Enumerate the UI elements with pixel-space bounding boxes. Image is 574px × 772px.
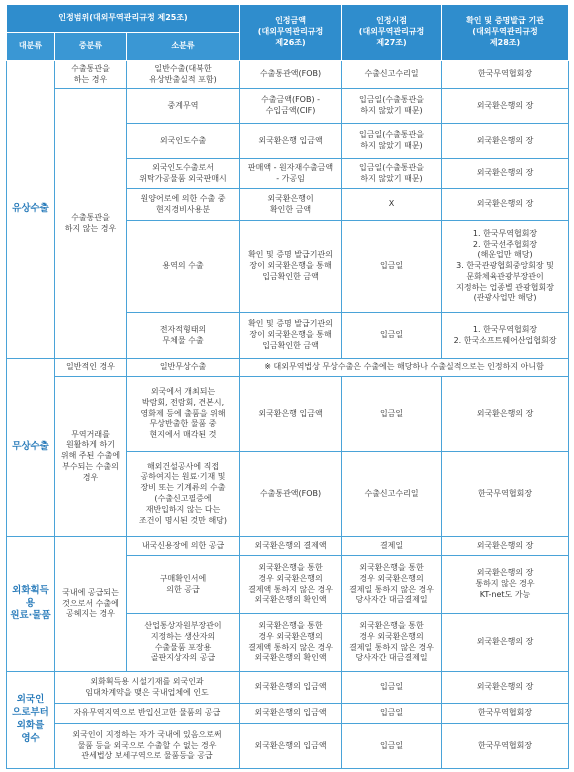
amount-cell: 외국환은행의 입금액	[240, 724, 342, 769]
table-row	[7, 672, 569, 704]
header-amount: 인정금액 (대외무역관리규정 제26조)	[240, 5, 342, 61]
mid-domestic: 국내에 공급되는 것으로서 수출에 공헤지는 경우	[55, 537, 127, 672]
header-scope: 인정범위(대외무역관리규정 제25조)	[7, 5, 240, 33]
minor-cell: 용역의 수출	[127, 221, 240, 313]
issuer-cell: 외국환은행의 장	[442, 159, 569, 189]
table-row	[7, 537, 569, 556]
free-export-note: ※ 대외무역법상 무상수출은 수출에는 해당하나 수출실적으로는 인정하지 아니함	[240, 359, 569, 377]
minor-cell: 일반무상수출	[127, 359, 240, 377]
timing-cell: 입금일	[342, 377, 442, 452]
issuer-cell: 한국무역협회장	[442, 704, 569, 724]
issuer-cell: 외국환은행의 장	[442, 537, 569, 556]
amount-cell: 확인 및 증명 발급기관의 장이 외국환은행을 통해 입금확인한 금액	[240, 313, 342, 359]
issuer-cell: 외국환은행의 장	[442, 672, 569, 704]
amount-cell: 판매액 - 원자재수출금액 - 가공임	[240, 159, 342, 189]
timing-cell: 수출신고수리일	[342, 452, 442, 537]
minor-cell: 외국인도수출	[127, 124, 240, 159]
table-row	[7, 359, 569, 377]
amount-cell: 외국환은행을 통한 경우 외국환은행의 결제액 통하지 않은 경우 외국환은행의 확인액	[240, 614, 342, 672]
header-minor: 소분류	[127, 33, 240, 61]
amount-cell: 외국환은행 입금액	[240, 124, 342, 159]
header-major: 대분류	[7, 33, 55, 61]
export-recognition-table	[6, 4, 569, 769]
amount-cell: 수출금액(FOB) - 수입금액(CIF)	[240, 89, 342, 124]
amount-cell: 외국환은행의 입금액	[240, 672, 342, 704]
mid-customs: 수출통관을 하는 경우	[55, 61, 127, 89]
timing-cell: 입금일	[342, 724, 442, 769]
issuer-cell: 외국환은행의 장	[442, 614, 569, 672]
table-row	[7, 61, 569, 89]
timing-cell: 입금일(수출통관을 하지 않았기 때문)	[342, 159, 442, 189]
timing-cell: X	[342, 189, 442, 221]
group-foreign: 외국인 으로부터 외화를 영수	[7, 672, 55, 769]
mid-no-customs: 수출통관을 하지 않는 경우	[55, 89, 127, 359]
table-row	[7, 724, 569, 769]
minor-cell: 중계무역	[127, 89, 240, 124]
mid-trade-related: 무역거래를 원활하게 하기 위해 주된 수출에 부수되는 수출의 경우	[55, 377, 127, 537]
minor-cell: 외국인도수출로서 위탁가공물품 외국판매시	[127, 159, 240, 189]
group-fx: 외화획득용 원료·물품	[7, 537, 55, 672]
issuer-cell: 외국환은행의 장	[442, 124, 569, 159]
amount-cell: 수출통관액(FOB)	[240, 452, 342, 537]
timing-cell: 수출신고수리일	[342, 61, 442, 89]
issuer-cell: 한국무역협회장	[442, 61, 569, 89]
amount-cell: 확인 및 증명 발급기관의 장이 외국환은행을 통해 입금확인한 금액	[240, 221, 342, 313]
issuer-cell: 외국환은행의 장	[442, 89, 569, 124]
amount-cell: 수출통관액(FOB)	[240, 61, 342, 89]
table-row	[7, 704, 569, 724]
header-timing: 인정시점 (대외무역관리규정 제27조)	[342, 5, 442, 61]
amount-cell: 외국환은행의 입금액	[240, 704, 342, 724]
amount-cell: 외국환은행 입금액	[240, 377, 342, 452]
header-middle: 중분류	[55, 33, 127, 61]
group-free: 무상수출	[7, 359, 55, 537]
minor-cell: 외화획득용 시설기재를 외국인과 임대차계약을 맺은 국내업체에 인도	[55, 672, 240, 704]
amount-cell: 외국환은행의 결제액	[240, 537, 342, 556]
mid-general: 일반적인 경우	[55, 359, 127, 377]
amount-cell: 외국환은행을 통한 경우 외국환은행의 결제액 통하지 않은 경우 외국환은행의 확인액	[240, 556, 342, 614]
timing-cell: 입금일	[342, 221, 442, 313]
amount-cell: 외국환은행이 확인한 금액	[240, 189, 342, 221]
minor-cell: 해외건설공사에 직접 공하여지는 원료·기재 및 장비 또는 기계류의 수출 (수출신고필증에 재반입하지 않는 다는 조건이 명시된 것만 해당)	[127, 452, 240, 537]
table-row	[7, 377, 569, 452]
minor-cell: 외국에서 개최되는 박람회, 전람회, 견본시, 영화제 등에 출품을 위해 무상반출한 물품 중 현지에서 매각된 것	[127, 377, 240, 452]
table-row	[7, 89, 569, 124]
issuer-cell: 외국환은행의 장	[442, 377, 569, 452]
timing-cell: 외국환은행을 통한 경우 외국환은행의 결제일 통하지 않은 경우 당사자간 대금결제일	[342, 556, 442, 614]
issuer-cell: 1. 한국무역협회장 2. 한국선주협회장 (해운업만 해당) 3. 한국관광협회중앙회장 및 문화체육관광부장관이 지정하는 업종별 관광협회장 (관광사업만 해당)	[442, 221, 569, 313]
minor-cell: 구매확인서에 의한 공급	[127, 556, 240, 614]
group-export: 유상수출	[7, 61, 55, 359]
timing-cell: 입금일(수출통관을 하지 않았기 때문)	[342, 89, 442, 124]
issuer-cell: 1. 한국무역협회장 2. 한국소프트웨어산업협회장	[442, 313, 569, 359]
issuer-cell: 외국환은행의 장 통하지 않은 경우 KT-net도 가능	[442, 556, 569, 614]
header-issuer: 확인 및 증명발급 기관 (대외무역관리규정 제28조)	[442, 5, 569, 61]
issuer-cell: 한국무역협회장	[442, 724, 569, 769]
timing-cell: 입금일(수출통관을 하지 않았기 때문)	[342, 124, 442, 159]
timing-cell: 입금일	[342, 704, 442, 724]
timing-cell: 외국환은행을 통한 경우 외국환은행의 결제일 통하지 않은 경우 당사자간 대금결제일	[342, 614, 442, 672]
minor-cell: 내국신용장에 의한 공급	[127, 537, 240, 556]
minor-cell: 전자적형태의 무체물 수출	[127, 313, 240, 359]
minor-cell: 산업통상자원부장관이 지정하는 생산자의 수출물품 포장용 골판지상자의 공급	[127, 614, 240, 672]
minor-cell: 자유무역지역으로 반입신고한 물품의 공급	[55, 704, 240, 724]
timing-cell: 결제일	[342, 537, 442, 556]
timing-cell: 입금일	[342, 672, 442, 704]
minor-cell: 원양어로에 의한 수출 중 현지경비사용분	[127, 189, 240, 221]
issuer-cell: 한국무역협회장	[442, 452, 569, 537]
issuer-cell: 외국환은행의 장	[442, 189, 569, 221]
timing-cell: 입금일	[342, 313, 442, 359]
minor-cell: 일반수출(대북한 유상반출실적 포함)	[127, 61, 240, 89]
minor-cell: 외국인이 지정하는 자가 국내에 있음으로써 물품 등을 외국으로 수출할 수 없는 경우 관세법상 보세구역으로 물품등을 공급	[55, 724, 240, 769]
